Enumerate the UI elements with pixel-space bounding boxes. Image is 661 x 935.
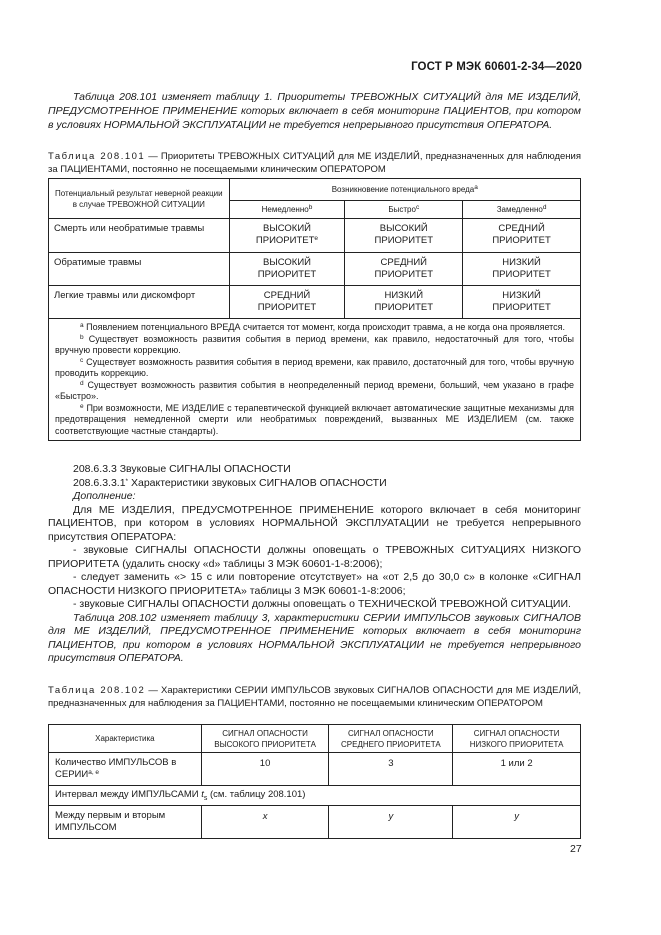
cell-line: СРЕДНИЙ xyxy=(263,290,311,301)
footnote-mark: а xyxy=(80,322,84,329)
table-row xyxy=(49,805,581,838)
table-208-102-intro: Таблица 208.102 изменяет таблицу 3, характеристики СЕРИИ ИМПУЛЬСОВ звуковых СИГНАЛОВ для МЕ ИЗДЕЛИЙ, ПРЕДУСМОТРЕННОЕ ПРИМЕНЕНИЕ которых включает в себя мониторинг ПАЦИЕНТОВ, при котором в условиях НОРМАЛЬНОЙ ЭКСПЛУАТАЦИИ не требуется непрерывного присутствия ОПЕРАТОРА. xyxy=(48,611,581,664)
table-caption-text: — Приоритеты ТРЕВОЖНЫХ СИТУАЦИЙ для МЕ ИЗДЕЛИЙ, предназначенных для наблюдения за ПАЦИЕНТАМИ, постоянно не посещаемыми клиническим ОПЕРАТОРОМ xyxy=(48,151,581,175)
interval-ref: (см. таблицу 208.101) xyxy=(207,789,306,800)
cell-line: СРЕДНИЙ xyxy=(380,257,428,268)
priority-cell xyxy=(229,286,345,319)
cell-line: ПРИОРИТЕТ xyxy=(492,235,551,246)
footnote xyxy=(55,403,574,438)
priority-cell xyxy=(345,219,463,253)
interval-row xyxy=(49,786,581,806)
value-cell: y xyxy=(329,805,453,838)
cell-line: СРЕДНИЙ xyxy=(498,223,545,234)
bullet-item: - следует заменить «> 15 с или повторение отсутствует» на «от 2,5 до 30,0 с» в колонке «СИГНАЛ ОПАСНОСТИ НИЗКОГО ПРИОРИТЕТА» таблицы 3 МЭК 60601-1-8:2006; xyxy=(48,571,581,597)
priority-cell xyxy=(345,286,463,319)
cell-line: НИЗКИЙ xyxy=(502,290,541,301)
table-208-102-caption xyxy=(48,685,581,710)
cell-line: ПРИОРИТЕТ xyxy=(257,302,317,313)
table-208-101-intro: Таблица 208.101 изменяет таблицу 1. Приоритеты ТРЕВОЖНЫХ СИТУАЦИЙ для МЕ ИЗДЕЛИЙ, ПРЕДУСМОТРЕННОЕ ПРИМЕНЕНИЕ которых включает в себя мониторинг ПАЦИЕНТОВ, при котором в условиях НОРМАЛЬНОЙ ЭКСПЛУАТАЦИИ не требуется непрерывного присутствия ОПЕРАТОРА. xyxy=(48,91,581,131)
footnote-text: При возможности, МЕ ИЗДЕЛИЕ с терапевтической функцией включает автоматические защитные механизмы для предотвращения немедленной смерти или необратимых повреждений, вызванных МЕ ИЗДЕЛИЕМ (см. также соответствующие частные стандарты). xyxy=(55,402,574,436)
priority-cell xyxy=(345,253,463,286)
cell-line: ВЫСОКИЙ xyxy=(263,223,311,234)
interval-symbol: t xyxy=(201,789,204,800)
header-high-priority: СИГНАЛ ОПАСНОСТИ ВЫСОКОГО ПРИОРИТЕТА xyxy=(201,725,329,753)
bullet-item: - звуковые СИГНАЛЫ ОПАСНОСТИ должны оповещать о ТРЕВОЖНЫХ СИТУАЦИЯХ НИЗКОГО ПРИОРИТЕТА (удалить сноску «d» таблицы 3 МЭК 60601-1-8:2006); xyxy=(48,544,581,570)
value-cell: 10 xyxy=(201,753,329,786)
cell-line: ВЫСОКИЙ xyxy=(263,257,311,268)
value-cell: 3 xyxy=(329,753,453,786)
footnote-mark: а, е xyxy=(88,769,100,776)
footnote-mark: е xyxy=(314,235,319,242)
cell-line: НИЗКИЙ xyxy=(384,290,424,301)
table-footnotes xyxy=(49,319,581,441)
table-row xyxy=(49,786,581,806)
document-code: ГОСТ Р МЭК 60601-2-34—2020 xyxy=(411,61,582,73)
addition-label: Дополнение: xyxy=(73,490,136,502)
table-caption-label: Таблица 208.102 xyxy=(48,685,146,696)
corner-header: Потенциальный результат неверной реакции в случае ТРЕВОЖНОЙ СИТУАЦИИ xyxy=(49,179,230,219)
footnote xyxy=(55,380,574,403)
footnote-mark: с xyxy=(415,204,420,211)
harm-onset-label: Возникновение потенциального вреда xyxy=(331,185,475,194)
section-heading: 208.6.3.3 Звуковые СИГНАЛЫ ОПАСНОСТИ xyxy=(73,463,291,475)
value-cell: y xyxy=(453,805,581,838)
row-label: Смерть или необратимые травмы xyxy=(49,219,230,253)
cell-line: ВЫСОКИЙ xyxy=(379,223,428,234)
footnote-mark: d xyxy=(542,204,547,211)
row-label: Легкие травмы или дискомфорт xyxy=(49,286,230,319)
footnote-mark: е xyxy=(80,402,84,410)
row-label xyxy=(49,753,202,786)
table-row xyxy=(49,219,581,253)
bullet-item: - звуковые СИГНАЛЫ ОПАСНОСТИ должны оповещать о ТЕХНИЧЕСКОЙ ТРЕВОЖНОЙ СИТУАЦИИ. xyxy=(73,598,571,610)
cell-line: ПРИОРИТЕТ xyxy=(255,235,315,246)
header-characteristic: Характеристика xyxy=(49,725,202,753)
footnote xyxy=(55,357,574,380)
footnote-mark: а xyxy=(474,184,478,191)
table-caption-label: Таблица 208.101 xyxy=(48,151,146,162)
page-number: 27 xyxy=(570,843,582,855)
interval-subscript: s xyxy=(203,794,208,802)
table-row xyxy=(49,753,581,786)
priority-table xyxy=(48,178,581,441)
harm-onset-header xyxy=(229,179,580,201)
cell-line: ПРИОРИТЕТ xyxy=(257,269,317,280)
col-label: Немедленно xyxy=(261,205,309,214)
cell-line: ПРИОРИТЕТ xyxy=(492,269,551,280)
col-header-delayed xyxy=(463,201,581,219)
cell-line: НИЗКИЙ xyxy=(502,257,541,268)
table-208-101-caption xyxy=(48,151,581,176)
interval-text: Интервал между ИМПУЛЬСАМИ xyxy=(55,789,202,800)
subsection-number: 208.6.3.3.1 xyxy=(73,476,126,489)
value-cell: 1 или 2 xyxy=(453,753,581,786)
footnote xyxy=(55,322,574,334)
footnote-text: Появлением потенциального ВРЕДА считается тот момент, когда происходит травма, а не когда она проявляется. xyxy=(83,322,566,332)
priority-cell xyxy=(463,219,581,253)
cell-line: ПРИОРИТЕТ xyxy=(492,302,551,313)
header-medium-priority: СИГНАЛ ОПАСНОСТИ СРЕДНЕГО ПРИОРИТЕТА xyxy=(329,725,453,753)
footnote-text: Существует возможность развития события в период времени, как правило, недостаточный для того, чтобы вручную провести коррекцию. xyxy=(55,333,574,355)
priority-cell xyxy=(463,286,581,319)
table-row xyxy=(49,253,581,286)
row-label-text: Количество ИМПУЛЬСОВ в СЕРИИ xyxy=(55,757,177,780)
table-row xyxy=(49,286,581,319)
subsection-heading xyxy=(48,477,581,491)
col-header-immediate xyxy=(229,201,345,219)
header-low-priority: СИГНАЛ ОПАСНОСТИ НИЗКОГО ПРИОРИТЕТА xyxy=(453,725,581,753)
footnote-text: Существует возможность развития события в неопределенный период времени, больший, чем указано в графе «Быстро». xyxy=(55,379,574,401)
subsection-title: Характеристики звуковых СИГНАЛОВ ОПАСНОСТИ xyxy=(128,476,387,489)
priority-cell xyxy=(463,253,581,286)
col-label: Быстро xyxy=(388,205,416,214)
col-label: Замедленно xyxy=(496,205,543,214)
priority-cell xyxy=(229,219,345,253)
row-label: Между первым и вторым ИМПУЛЬСОМ xyxy=(49,805,202,838)
body-paragraph: Для МЕ ИЗДЕЛИЯ, ПРЕДУСМОТРЕННОЕ ПРИМЕНЕНИЕ которого включает в себя мониторинг ПАЦИЕНТОВ, при котором в условиях НОРМАЛЬНОЙ ЭКСПЛУАТАЦИИ не требуется непрерывного присутствия ОПЕРАТОРА: xyxy=(48,503,581,543)
pulse-table xyxy=(48,724,581,839)
section-body xyxy=(48,463,581,666)
priority-cell xyxy=(229,253,345,286)
cell-line: ПРИОРИТЕТ xyxy=(374,269,434,280)
footnote-mark: с xyxy=(80,356,84,364)
row-label: Обратимые травмы xyxy=(49,253,230,286)
footnote-mark: b xyxy=(308,204,313,211)
footnote-text: Существует возможность развития события в период времени, как правило, достаточный для того, чтобы вручную проводить коррекцию. xyxy=(55,356,574,378)
table-caption-text: — Характеристики СЕРИИ ИМПУЛЬСОВ звуковых СИГНАЛОВ ОПАСНОСТИ для МЕ ИЗДЕЛИЙ, предназначенных для наблюдения за ПАЦИЕНТАМИ, постоянно не посещаемыми клиническим ОПЕРАТОРОМ xyxy=(48,685,581,709)
col-header-prompt xyxy=(345,201,463,219)
value-cell: x xyxy=(201,805,329,838)
footnote-mark: d xyxy=(80,379,84,387)
footnote-mark: b xyxy=(80,333,84,341)
cell-line: ПРИОРИТЕТ xyxy=(374,235,434,246)
cell-line: ПРИОРИТЕТ xyxy=(374,302,434,313)
footnote-mark: * xyxy=(125,477,129,485)
footnote xyxy=(55,334,574,357)
